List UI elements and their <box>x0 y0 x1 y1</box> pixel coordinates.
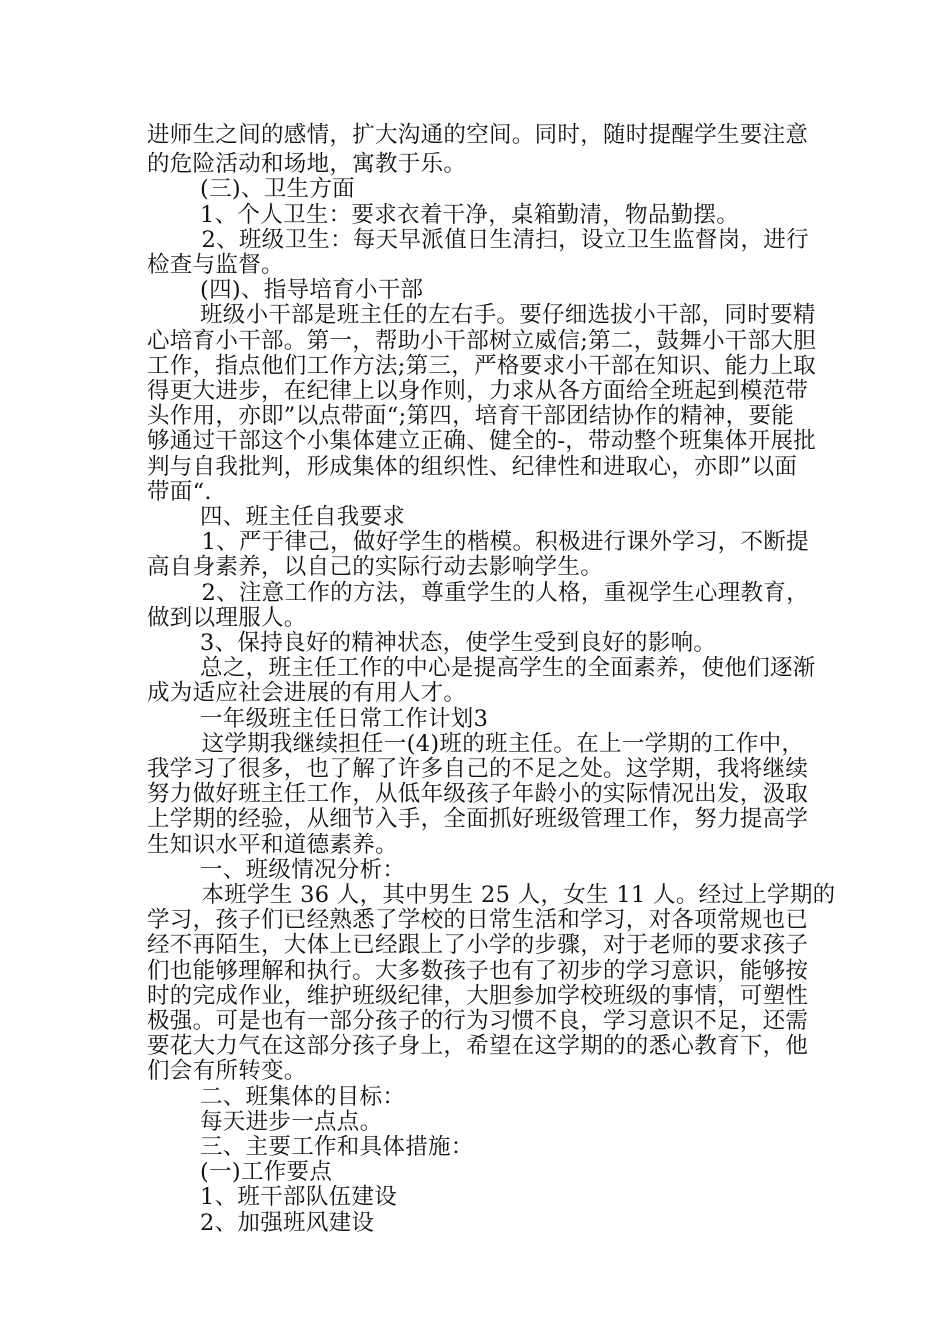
section-heading: 三、主要工作和具体措施： <box>200 1134 474 1160</box>
text-line: 本班学生 36 人，其中男生 25 人，女生 11 人。经过上学期的 <box>194 882 836 908</box>
text-line: 做到以理服人。 <box>147 605 307 631</box>
text-line: 每天进步一点点。 <box>200 1109 383 1135</box>
text-line: 2、加强班风建设 <box>200 1210 375 1236</box>
section-heading: 二、班集体的目标： <box>200 1084 406 1110</box>
text-line: 学习，孩子们已经熟悉了学校的日常生活和学习，对各项常规也已 <box>147 907 809 933</box>
text-line: 1、班干部队伍建设 <box>200 1184 398 1210</box>
text-line: 够通过干部这个小集体建立正确、健全的-，带动整个班集体开展批 <box>147 428 817 454</box>
section-heading: (四)、指导培育小干部 <box>200 277 424 303</box>
text-line: 生知识水平和道德素养。 <box>147 832 398 858</box>
text-line: 时的完成作业，维护班级纪律，大胆参加学校班级的事情，可塑性 <box>147 983 809 1009</box>
text-line: 们也能够理解和执行。大多数孩子也有了初步的学习意识，能够按 <box>147 958 809 984</box>
text-line: 检查与监督。 <box>147 252 284 278</box>
text-line: 成为适应社会进展的有用人才。 <box>147 680 467 706</box>
section-heading: 一、班级情况分析： <box>200 857 406 883</box>
text-line: 1、个人卫生：要求衣着干净，桌箱勤清，物品勤摆。 <box>200 202 740 228</box>
text-line: 工作，指点他们工作方法;第三，严格要求小干部在知识、能力上取 <box>147 353 817 379</box>
text-line: 经不再陌生，大体上已经跟上了小学的步骤，对于老师的要求孩子 <box>147 932 809 958</box>
section-heading: (一)工作要点 <box>200 1159 333 1185</box>
text-line: 心培育小干部。第一，帮助小干部树立威信;第二，鼓舞小干部大胆 <box>147 328 817 354</box>
text-line: 这学期我继续担任一(4)班的班主任。在上一学期的工作中， <box>194 731 805 757</box>
section-heading: 四、班主任自我要求 <box>200 504 406 530</box>
text-line: 得更大进步，在纪律上以身作则，力求从各方面给全班起到模范带 <box>147 378 809 404</box>
text-line: 我学习了很多，也了解了许多自己的不足之处。这学期，我将继续 <box>147 756 809 782</box>
text-line: 2、班级卫生：每天早派值日生清扫，设立卫生监督岗，进行 <box>194 227 809 253</box>
text-line: 努力做好班主任工作，从低年级孩子年龄小的实际情况出发，汲取 <box>147 781 809 807</box>
text-line: 2、注意工作的方法，尊重学生的人格，重视学生心理教育， <box>194 580 809 606</box>
text-line: 判与自我批判，形成集体的组织性、纪律性和进取心，亦即”以面 <box>147 454 798 480</box>
text-line: 1、严于律己，做好学生的楷模。积极进行课外学习，不断提 <box>194 529 809 555</box>
text-line: 总之，班主任工作的中心是提高学生的全面素养，使他们逐渐 <box>200 655 816 681</box>
text-line: 的危险活动和场地，寓教于乐。 <box>147 151 467 177</box>
text-line: 带面“. <box>147 479 212 505</box>
text-line: 高自身素养，以自己的实际行动去影响学生。 <box>147 554 604 580</box>
text-line: 们会有所转变。 <box>147 1058 307 1084</box>
text-line: 班级小干部是班主任的左右手。要仔细选拔小干部，同时要精 <box>200 302 816 328</box>
text-line: 极强。可是也有一部分孩子的行为习惯不良，学习意识不足，还需 <box>147 1008 809 1034</box>
text-line: 头作用，亦即”以点带面“;第四，培育干部团结协作的精神，要能 <box>147 403 795 429</box>
text-line: 要花大力气在这部分孩子身上，希望在这学期的的悉心教育下，他 <box>147 1033 809 1059</box>
section-heading: 一年级班主任日常工作计划3 <box>200 706 489 732</box>
text-line: 上学期的经验，从细节入手，全面抓好班级管理工作，努力提高学 <box>147 806 809 832</box>
text-line: 3、保持良好的精神状态，使学生受到良好的影响。 <box>200 630 717 656</box>
text-line: 进师生之间的感情，扩大沟通的空间。同时，随时提醒学生要注意 <box>147 122 809 148</box>
section-heading: (三)、卫生方面 <box>200 176 355 202</box>
